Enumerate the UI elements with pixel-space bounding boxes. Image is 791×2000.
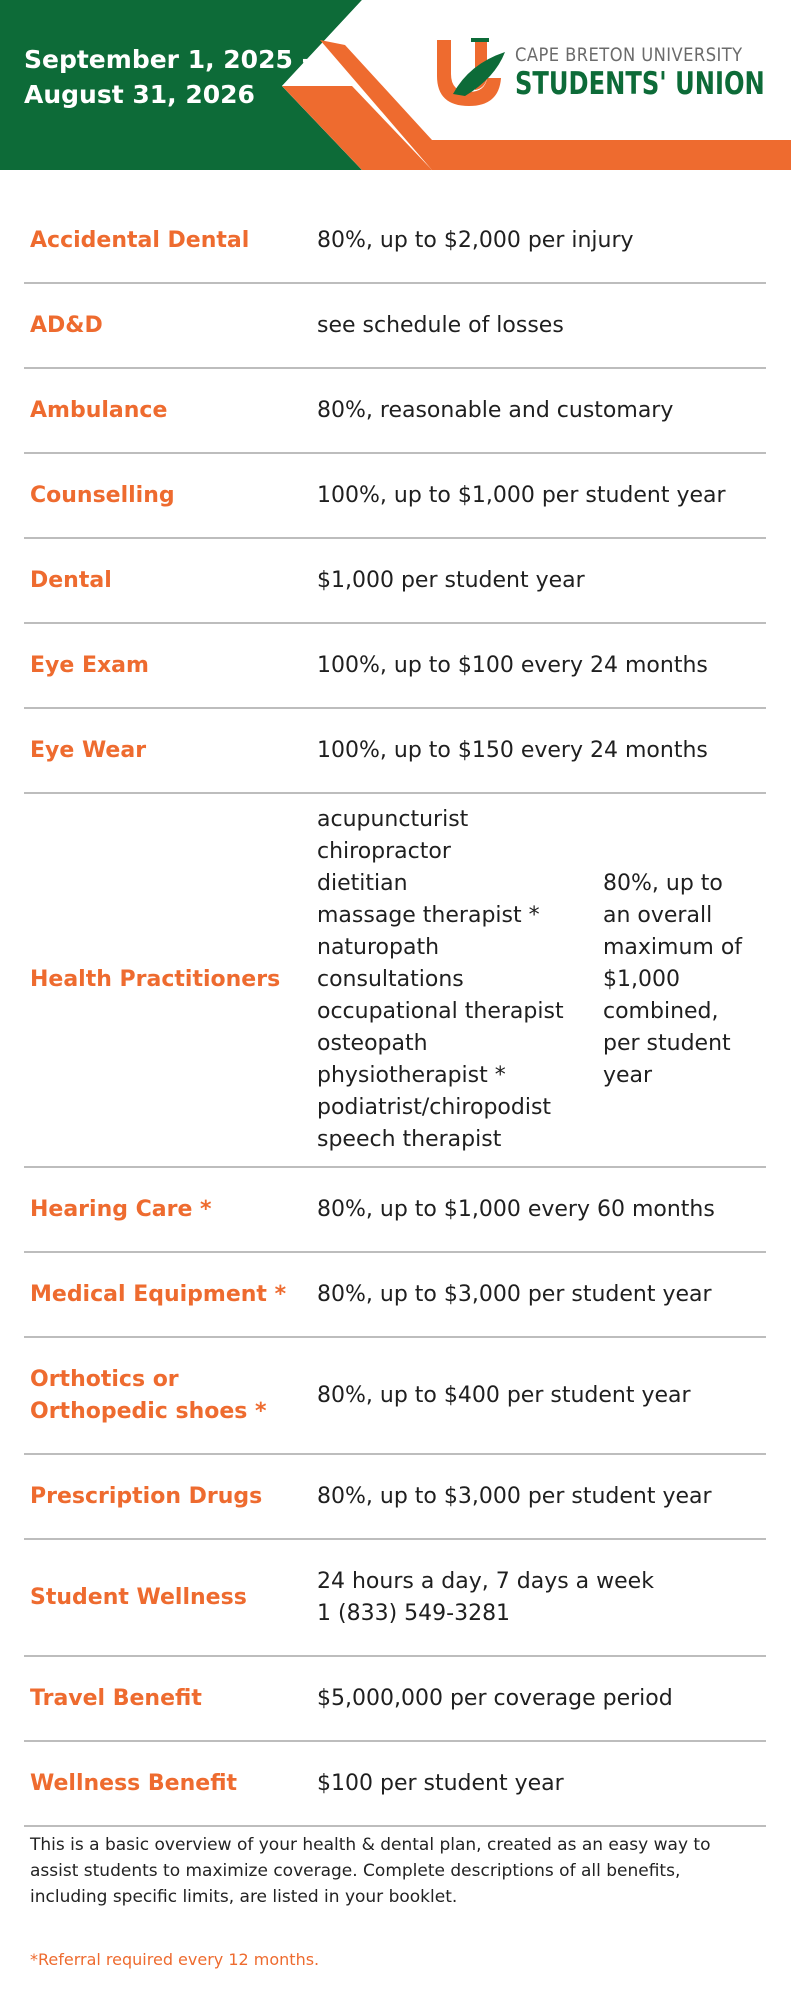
- benefit-value: $5,000,000 per coverage period: [317, 1685, 673, 1711]
- benefit-label: Dental: [30, 567, 112, 593]
- benefit-value: 100%, up to $150 every 24 months: [317, 737, 708, 763]
- coverage-note-line: an overall: [603, 903, 713, 928]
- benefit-label: Hearing Care *: [30, 1196, 212, 1222]
- benefit-label: Eye Wear: [30, 737, 147, 763]
- benefit-label: Eye Exam: [30, 652, 149, 678]
- benefit-row-accidental-dental: [24, 199, 766, 284]
- benefit-value: 80%, up to $2,000 per injury: [317, 227, 634, 253]
- benefit-row-medical-equipment: [24, 1253, 766, 1338]
- benefit-label: Ambulance: [30, 397, 168, 423]
- benefit-row-eye-exam: [24, 624, 766, 709]
- practitioner-item: acupuncturist: [317, 807, 469, 832]
- benefit-value: [317, 1566, 766, 1630]
- logo-university-name: CAPE BRETON UNIVERSITY: [515, 44, 743, 66]
- coverage-note-line: combined,: [603, 999, 719, 1024]
- benefit-value: see schedule of losses: [317, 312, 564, 338]
- benefit-label: Accidental Dental: [30, 227, 250, 253]
- benefit-value: 80%, reasonable and customary: [317, 397, 674, 423]
- referral-footnote: *Referral required every 12 months.: [30, 1950, 320, 1969]
- coverage-note-line: maximum of: [603, 935, 743, 960]
- benefit-value: 100%, up to $100 every 24 months: [317, 652, 708, 678]
- coverage-end-date: August 31, 2026: [24, 80, 255, 109]
- benefit-row-ambulance: [24, 369, 766, 454]
- practitioner-item: osteopath: [317, 1031, 428, 1056]
- logo-union-name: STUDENTS' UNION: [515, 66, 765, 102]
- practitioner-item: consultations: [317, 967, 464, 992]
- coverage-note-line: $1,000: [603, 967, 680, 992]
- coverage-note-line: year: [603, 1063, 653, 1088]
- benefit-value: 100%, up to $1,000 per student year: [317, 482, 726, 508]
- benefit-value: 80%, up to $1,000 every 60 months: [317, 1196, 715, 1222]
- practitioner-item: occupational therapist: [317, 999, 564, 1024]
- benefit-label: Wellness Benefit: [30, 1770, 238, 1796]
- benefit-value: 80%, up to $3,000 per student year: [317, 1281, 712, 1307]
- benefit-label: Travel Benefit: [30, 1685, 202, 1711]
- practitioner-item: speech therapist: [317, 1127, 502, 1152]
- practitioner-item: podiatrist/chiropodist: [317, 1095, 552, 1120]
- benefits-table: [24, 199, 766, 1827]
- benefit-row-counselling: [24, 454, 766, 539]
- benefit-row-health-practitioners: [24, 794, 766, 1168]
- practitioner-item: physiotherapist *: [317, 1063, 506, 1088]
- practitioner-item: dietitian: [317, 871, 408, 896]
- benefit-label: AD&D: [30, 312, 103, 338]
- benefit-row-eye-wear: [24, 709, 766, 794]
- benefit-row-dental: [24, 539, 766, 624]
- benefit-value: 80%, up to $400 per student year: [317, 1382, 691, 1408]
- benefit-label: Counselling: [30, 482, 175, 508]
- coverage-note-line: 80%, up to: [603, 871, 723, 896]
- benefit-value: $100 per student year: [317, 1770, 564, 1796]
- wellness-hours: 24 hours a day, 7 days a week: [317, 1568, 654, 1594]
- coverage-note-line: per student: [603, 1031, 731, 1056]
- coverage-dates: [24, 42, 324, 112]
- coverage-start-date: September 1, 2025 -: [24, 45, 312, 74]
- benefit-label-line: Orthopedic shoes *: [30, 1398, 267, 1424]
- benefit-row-student-wellness: [24, 1540, 766, 1657]
- plan-overview-text: This is a basic overview of your health & dental plan, created as an easy way to assist students to maximize coverage. Complete descriptions of all benefits, including specific limits, are listed in your booklet.: [30, 1835, 711, 1907]
- benefit-label: Student Wellness: [30, 1584, 247, 1610]
- benefit-row-wellness-benefit: [24, 1742, 766, 1827]
- benefit-label-line: Orthotics or: [30, 1366, 179, 1392]
- benefit-value: [317, 804, 766, 1156]
- practitioner-item: chiropractor: [317, 839, 451, 864]
- benefit-row-add: [24, 284, 766, 369]
- practitioner-item: naturopath: [317, 935, 440, 960]
- benefit-label: Prescription Drugs: [30, 1483, 263, 1509]
- benefit-row-travel-benefit: [24, 1657, 766, 1742]
- practitioner-coverage-note: [603, 868, 766, 1092]
- benefit-label: Health Practitioners: [30, 967, 281, 992]
- wellness-phone[interactable]: 1 (833) 549-3281: [317, 1600, 511, 1626]
- page-header: [0, 0, 791, 170]
- u-logo-icon: [435, 34, 509, 110]
- benefit-label: Medical Equipment *: [30, 1281, 287, 1307]
- benefit-row-orthotics: [24, 1338, 766, 1455]
- benefit-row-prescription-drugs: [24, 1455, 766, 1540]
- benefit-row-hearing-care: [24, 1168, 766, 1253]
- benefit-value: 80%, up to $3,000 per student year: [317, 1483, 712, 1509]
- practitioner-list: [317, 804, 603, 1156]
- practitioner-item: massage therapist *: [317, 903, 540, 928]
- benefit-value: $1,000 per student year: [317, 567, 585, 593]
- benefit-label: [24, 1364, 317, 1428]
- union-logo: [435, 34, 775, 110]
